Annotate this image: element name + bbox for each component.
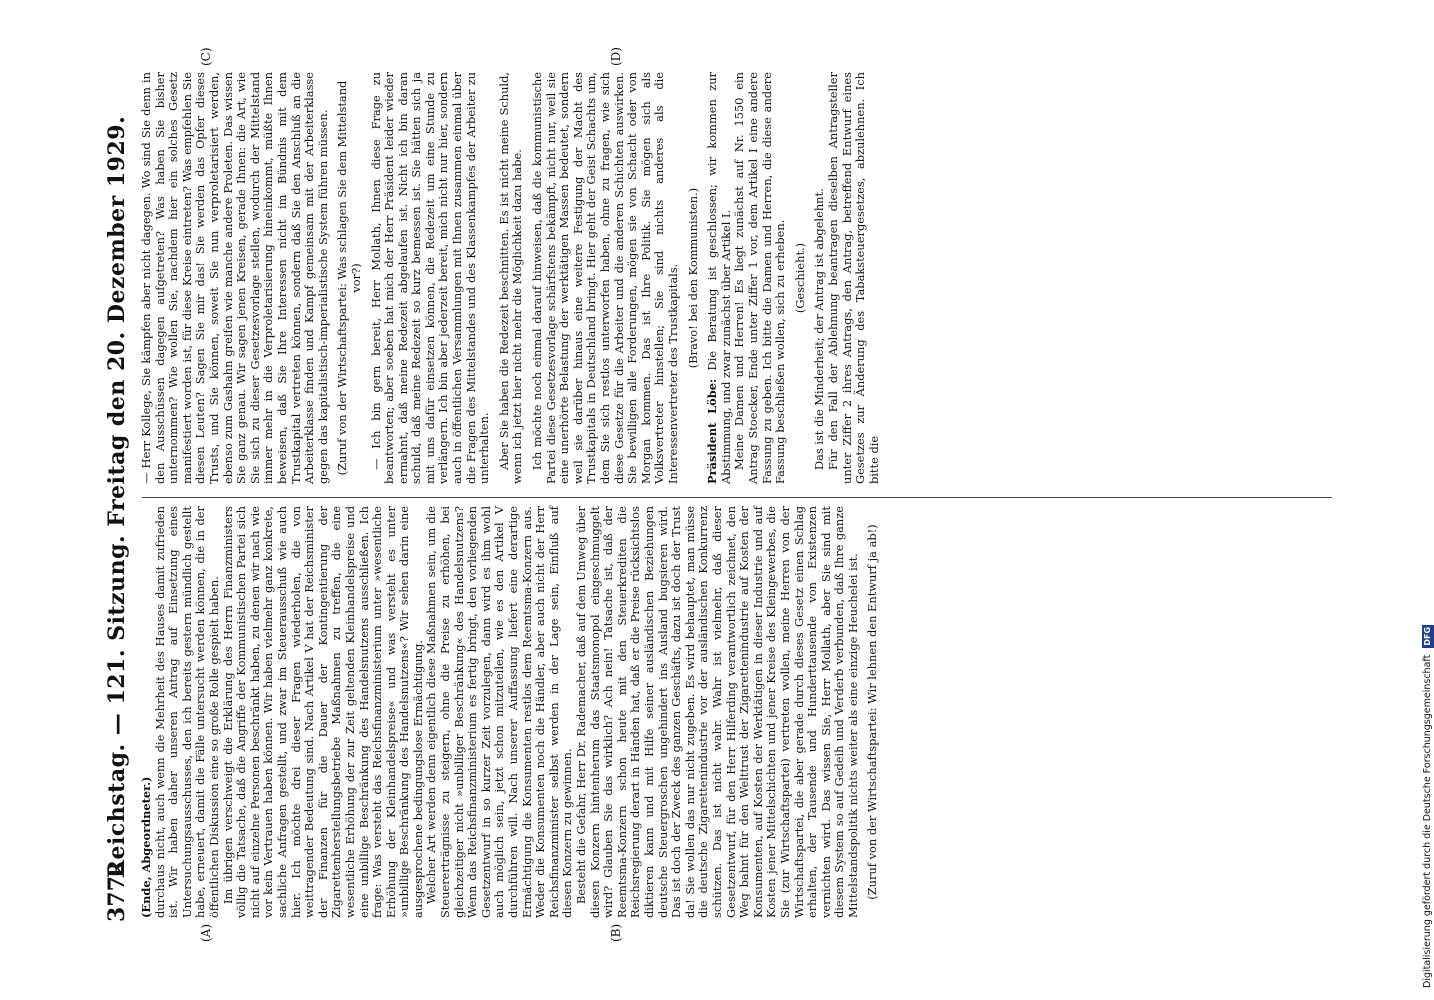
paragraph: — Ich bin gern bereit, Herr Mollath, Ihnen diese Frage zu beantworten; aber soeben hat mich der Herr Präsident leider wieder ermahnt, daß meine Redezeit abgelaufen ist. Nicht ich bin daran schuld, daß meine Redezeit so kurz bemessen ist. Sie hätten sich ja mit uns dafür einsetzen können, die Redezeit um eine Stunde zu verlängern. Ich bin aber jederzeit bereit, mich nicht nur hier, sondern auch in öffentlichen Versammlungen mit Ihnen zusammen einmal über die Fragen des Mittelstandes und des Klassenkampfes der Arbeiter zu unterhalten. (368, 72, 492, 484)
stage-direction: (Geschieht.) (792, 242, 807, 314)
digitization-note: Digitalisierung gefördert durch die Deutsche Forschungsgemeinschaft (1422, 654, 1433, 988)
margin-marker-b: (B) (609, 923, 623, 942)
margin-marker-a: (A) (199, 923, 213, 942)
dfg-logo: DFG (1423, 626, 1432, 646)
interjection: (Zuruf von der Wirtschaftspartei: Wir lehnen den Entwurf ja ab!) (865, 524, 880, 900)
paragraph: Ich möchte noch einmal darauf hinweisen, daß die kommunistische Partei diese Gesetzesvorlage schärfstens bekämpft, nicht nur, weil sie eine unerhörte Belastung der werktätigen Massen bedeutet, sondern weil sie darüber hinaus eine weitere Festigung der Macht des Trustkapitals in Deutschland bringt. Hier geht der Geist Schachts um, dem Sie sich restlos unterworfen haben, ohne zu fragen, wie sich diese Gesetze für die Arbeiter und die anderen Schichten auswirken. Sie bewilligen alle Forderungen, mögen sie von Schacht oder von Morgan kommen. Das ist Ihre Politik. Sie mögen sich als Volksvertreter hinstellen; Sie sind nichts anderes als die Interessenvertreter des Trustkapitals. (530, 72, 680, 484)
paragraph: Im übrigen verschweigt die Erklärung des Herrn Finanzministers völlig die Tatsache, daß die Angriffe der Kommunistischen Partei sich nicht auf einzelne Personen beschränkt haben, zu denen wir nach wie vor kein Vertrauen haben können. Wir haben vielmehr ganz konkrete, sachliche Anfragen gestellt, und zwar im Steuerausschuß wie auch hier. Ich möchte drei dieser Fragen wiederholen, die von weittragender Bedeutung sind. Nach Artikel V hat der Reichsminister der Finanzen für die Dauer der Kontingentierung der Zigarettenherstellungsbetriebe Maßnahmen zu treffen, die eine wesentliche Erhöhung der zur Zeit geltenden Kleinhandelspreise und eine unbillige Beschränkung des Handelsnutzens ausschließen. Ich frage: Was versteht das Reichsfinanzministerium unter »wesentliche Erhöhung der Kleinhandelspreise« und was versteht es unter »unbillige Beschränkung des Handelsnutzens«? Wir sehen darin eine ausgesprochene bedingungslose Ermächtigung. (220, 506, 425, 918)
paragraph: Besteht die Gefahr, Herr Dr. Rademacher, daß auf dem Umweg über diesen Konzern hintenherum das Staatsmonopol eingeschmuggelt wird? Glauben Sie das wirklich? Ach nein! Tatsache ist, daß der Reemtsma-Konzern schon heute mit den Steuerkrediten die Reichsregierung derart in Händen hat, daß er die Preise rücksichtslos diktieren kann und mit Hilfe seiner ausländischen Beziehungen deutsche Steuergroschen ungehindert ins Ausland bugsieren wird. Das ist doch der Zweck des ganzen Geschäfts, dazu ist doch der Trust da! Sie wollen das nur nicht zugeben. Es wird behauptet, man müsse die deutsche Zigarettenindustrie vor der ausländischen Konkurrenz schützen. Das ist nicht wahr. Wahr ist vielmehr, daß dieser Gesetzentwurf, für den Herr Hilferding verantwortlich zeichnet, den Weg bahnt für den Welttrust der Zigarettenindustrie auf Kosten der Konsumenten, auf Kosten der Werktätigen in dieser Industrie und auf Kosten jener Mittelschichten und jener Kreise des Kleingewerbes, die Sie (zur Wirtschaftspartei) vertreten wollen, meine Herren von der Wirtschaftspartei, die aber gerade durch dieses Gesetz einen Schlag erhalten, der Tausende und Hunderttausende von Existenzen vernichten wird. Das wissen Sie, Herr Mollath, aber Sie sind mit diesem System so auf Gedeih und Verderb verbunden, daß Ihre ganze Mittelstandspolitik nichts weiter als eine einzige Heuchelei ist. (574, 506, 860, 918)
page-number: 3772 (104, 860, 130, 922)
page-title: Reichstag. — 121. Sitzung. Freitag den 20. Dezember 1929. (104, 115, 130, 879)
speaker-reference: (Ende, Abgeordneter.) (139, 776, 153, 918)
paragraph: Welcher Art werden denn eigentlich diese Maßnahmen sein, um die Steuererträgnisse zu steigern, ohne die Preise zu erhöhen, bei gleichzeitiger nicht »unbilliger Beschränkung« des Handelsnutzens? Wenn das Reichsfinanzministerium es fertig bringt, den vorliegenden Gesetzentwurf in so kurzer Zeit vorzulegen, dann wird es ihm wohl auch möglich sein, jetzt schon mitzuteilen, wie es den Artikel V durchführen will. Nach unserer Auffassung liefert eine derartige Ermächtigung die Konsumenten restlos dem Reemtsma-Konzern aus. Weder die Konsumenten noch die Händler, aber auch nicht der Herr Reichsfinanzminister selbst werden in der Lage sein, Einfluß auf diesen Konzern zu gewinnen. (424, 506, 575, 918)
paragraph: Das ist die Minderheit; der Antrag ist abgelehnt. (812, 188, 827, 470)
applause: (Bravo! bei den Kommunisten.) (685, 187, 700, 369)
speaker-name: Präsident Löbe: (705, 378, 720, 484)
paragraph: durchaus nicht, auch wenn die Mehrheit des Hauses damit zufrieden ist. Wir haben daher unseren Antrag auf Einsetzung eines Untersuchungsausschusses, den ich bereits gestern mündlich gestellt habe, erneuert, damit die Fälle untersucht werden können, die in der öffentlichen Diskussion eine so große Rolle gespielt haben. (152, 506, 221, 918)
paragraph: — Herr Kollege, Sie kämpfen aber nicht dagegen. Wo sind Sie denn in den Ausschüssen dagegen aufgetreten? Was haben Sie bisher unternommen? Wie wollen Sie, nachdem hier ein solches Gesetz manifestiert worden ist, für diese Kreise eintreten? Was empfehlen Sie diesen Leuten? Sagen Sie mir das! Sie werden das Opfer dieses Trusts, und Sie können, soweit Sie nun verproletarisiert werden, ebenso zum Gashahn greifen wie manche andere Proleten. Das wissen Sie ganz genau. Wir sagen jenen Kreisen, gerade Ihnen: die Art, wie Sie sich zu dieser Gesetzesvorlage stellen, wodurch der Mittelstand immer mehr in die Verproletarisierung hineinkommt, müßte Ihnen beweisen, daß Sie Ihre Interessen nicht im Bündnis mit dem Trustkapital vertreten können, sondern daß Sie den Anschluß an die Arbeiterklasse finden und Kampf gemeinsam mit der Arbeiterklasse gegen das kapitalistisch-imperialistische System führen müssen. (139, 72, 330, 484)
margin-marker-d: (D) (609, 47, 623, 66)
right-column (139, 47, 1332, 484)
president-statement (706, 72, 733, 484)
interjection: (Zuruf von der Wirtschaftspartei: Was schlagen Sie dem Mittelstand vor?) (335, 80, 363, 476)
paragraph: Für den Fall der Ablehnung beantragen dieselben Antragsteller unter Ziffer 2 ihres Antrags, den Antrag, betreffend Entwurf eines Gesetzes zur Änderung des Tabaksteuergesetzes, abzulehnen. Ich bitte die (825, 72, 881, 484)
speech-text: Die Beratung ist geschlossen; wir kommen zur Abstimmung, und zwar zunächst über Artikel I. (705, 72, 733, 484)
paragraph: Aber Sie haben die Redezeit beschnitten. Es ist nicht meine Schuld, wenn ich jetzt hier nicht mehr die Möglichkeit dazu habe. (496, 72, 525, 484)
digitization-credit (1422, 8, 1432, 988)
left-column (139, 506, 1332, 942)
column-divider (142, 497, 1332, 498)
paragraph: Meine Damen und Herren! Es liegt zunächst auf Nr. 1550 ein Antrag Stoecker, Ende unter Ziffer 1 vor, dem Artikel I eine andere Fassung zu geben. Ich bitte die Damen und Herren, die diese andere Fassung beschließen wollen, sich zu erheben. (732, 72, 788, 484)
page-header (102, 72, 136, 922)
margin-marker-c: (C) (199, 47, 213, 66)
document-page (102, 47, 1332, 942)
